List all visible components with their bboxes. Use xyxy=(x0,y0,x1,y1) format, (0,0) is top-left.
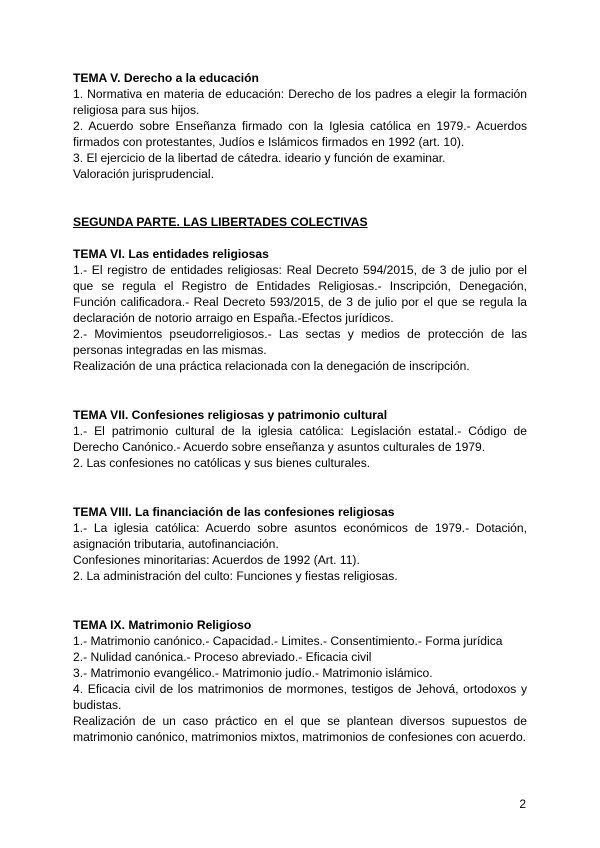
paragraph: 2. Acuerdo sobre Enseñanza firmado con la Iglesia católica en 1979.- Acuerdos firmados con protestantes, Judíos e Islámicos firmados en 1992 (art. 10). xyxy=(73,119,527,149)
paragraph: 1. Normativa en materia de educación: Derecho de los padres a elegir la formación religiosa para sus hijos. xyxy=(73,87,527,117)
paragraph: 3. El ejercicio de la libertad de cátedra. ideario y función de examinar. xyxy=(73,151,446,165)
paragraph: 1.- El patrimonio cultural de la iglesia católica: Legislación estatal.- Código de Derecho Canónico.- Acuerdo sobre enseñanza y asuntos culturales de 1979. xyxy=(73,424,527,454)
section-tema-v xyxy=(73,70,527,182)
document-page xyxy=(73,70,527,745)
spacer xyxy=(73,182,527,214)
paragraph: 3.- Matrimonio evangélico.- Matrimonio judío.- Matrimonio islámico. xyxy=(73,666,433,680)
section-tema-viii xyxy=(73,504,527,584)
paragraph: 1.- La iglesia católica: Acuerdo sobre asuntos económicos de 1979.- Dotación, asignación tributaria, autofinanciación. xyxy=(73,521,527,551)
paragraph: 4. Eficacia civil de los matrimonios de mormones, testigos de Jehová, ortodoxos y budistas. xyxy=(73,682,527,712)
paragraph: 2.- Movimientos pseudorreligiosos.- Las sectas y medios de protección de las personas integradas en las mismas. xyxy=(73,327,527,357)
section-heading: TEMA VII. Confesiones religiosas y patrimonio cultural xyxy=(73,408,388,422)
paragraph: Valoración jurisprudencial. xyxy=(73,167,214,181)
paragraph: 1.- Matrimonio canónico.- Capacidad.- Limites.- Consentimiento.- Forma jurídica xyxy=(73,634,503,648)
paragraph: 2.- Nulidad canónica.- Proceso abreviado.- Eficacia civil xyxy=(73,650,372,664)
spacer xyxy=(73,471,527,504)
section-tema-vi xyxy=(73,246,527,374)
section-heading: TEMA VI. Las entidades religiosas xyxy=(73,247,269,261)
page-number: 2 xyxy=(519,797,526,811)
section-heading: TEMA IX. Matrimonio Religioso xyxy=(73,618,252,632)
paragraph: 1.- El registro de entidades religiosas: Real Decreto 594/2015, de 3 de julio por el que se regula el Registro de Entidades Religiosas.- Inscripción, Denegación, Función calificadora.- Real Decreto 593/2015, de 3 de julio por el que se regula la declaración de notorio arraigo en España.-Efectos jurídicos. xyxy=(73,263,527,325)
paragraph: Confesiones minoritarias: Acuerdos de 1992 (Art. 11). xyxy=(73,553,360,567)
paragraph: Realización de un caso práctico en el que se plantean diversos supuestos de matrimonio canónico, matrimonios mixtos, matrimonios de confesiones con acuerdo. xyxy=(73,714,527,744)
paragraph: Realización de una práctica relacionada con la denegación de inscripción. xyxy=(73,359,470,373)
section-segunda-parte xyxy=(73,214,527,230)
paragraph: 2. La administración del culto: Funciones y fiestas religiosas. xyxy=(73,569,398,583)
section-tema-vii xyxy=(73,407,527,471)
spacer xyxy=(73,584,527,617)
paragraph: 2. Las confesiones no católicas y sus bienes culturales. xyxy=(73,456,371,470)
section-heading: TEMA V. Derecho a la educación xyxy=(73,71,259,85)
section-tema-ix xyxy=(73,617,527,745)
spacer xyxy=(73,374,527,407)
spacer xyxy=(73,230,527,246)
section-heading: TEMA VIII. La financiación de las confesiones religiosas xyxy=(73,505,395,519)
part-heading: SEGUNDA PARTE. LAS LIBERTADES COLECTIVAS xyxy=(73,215,368,229)
